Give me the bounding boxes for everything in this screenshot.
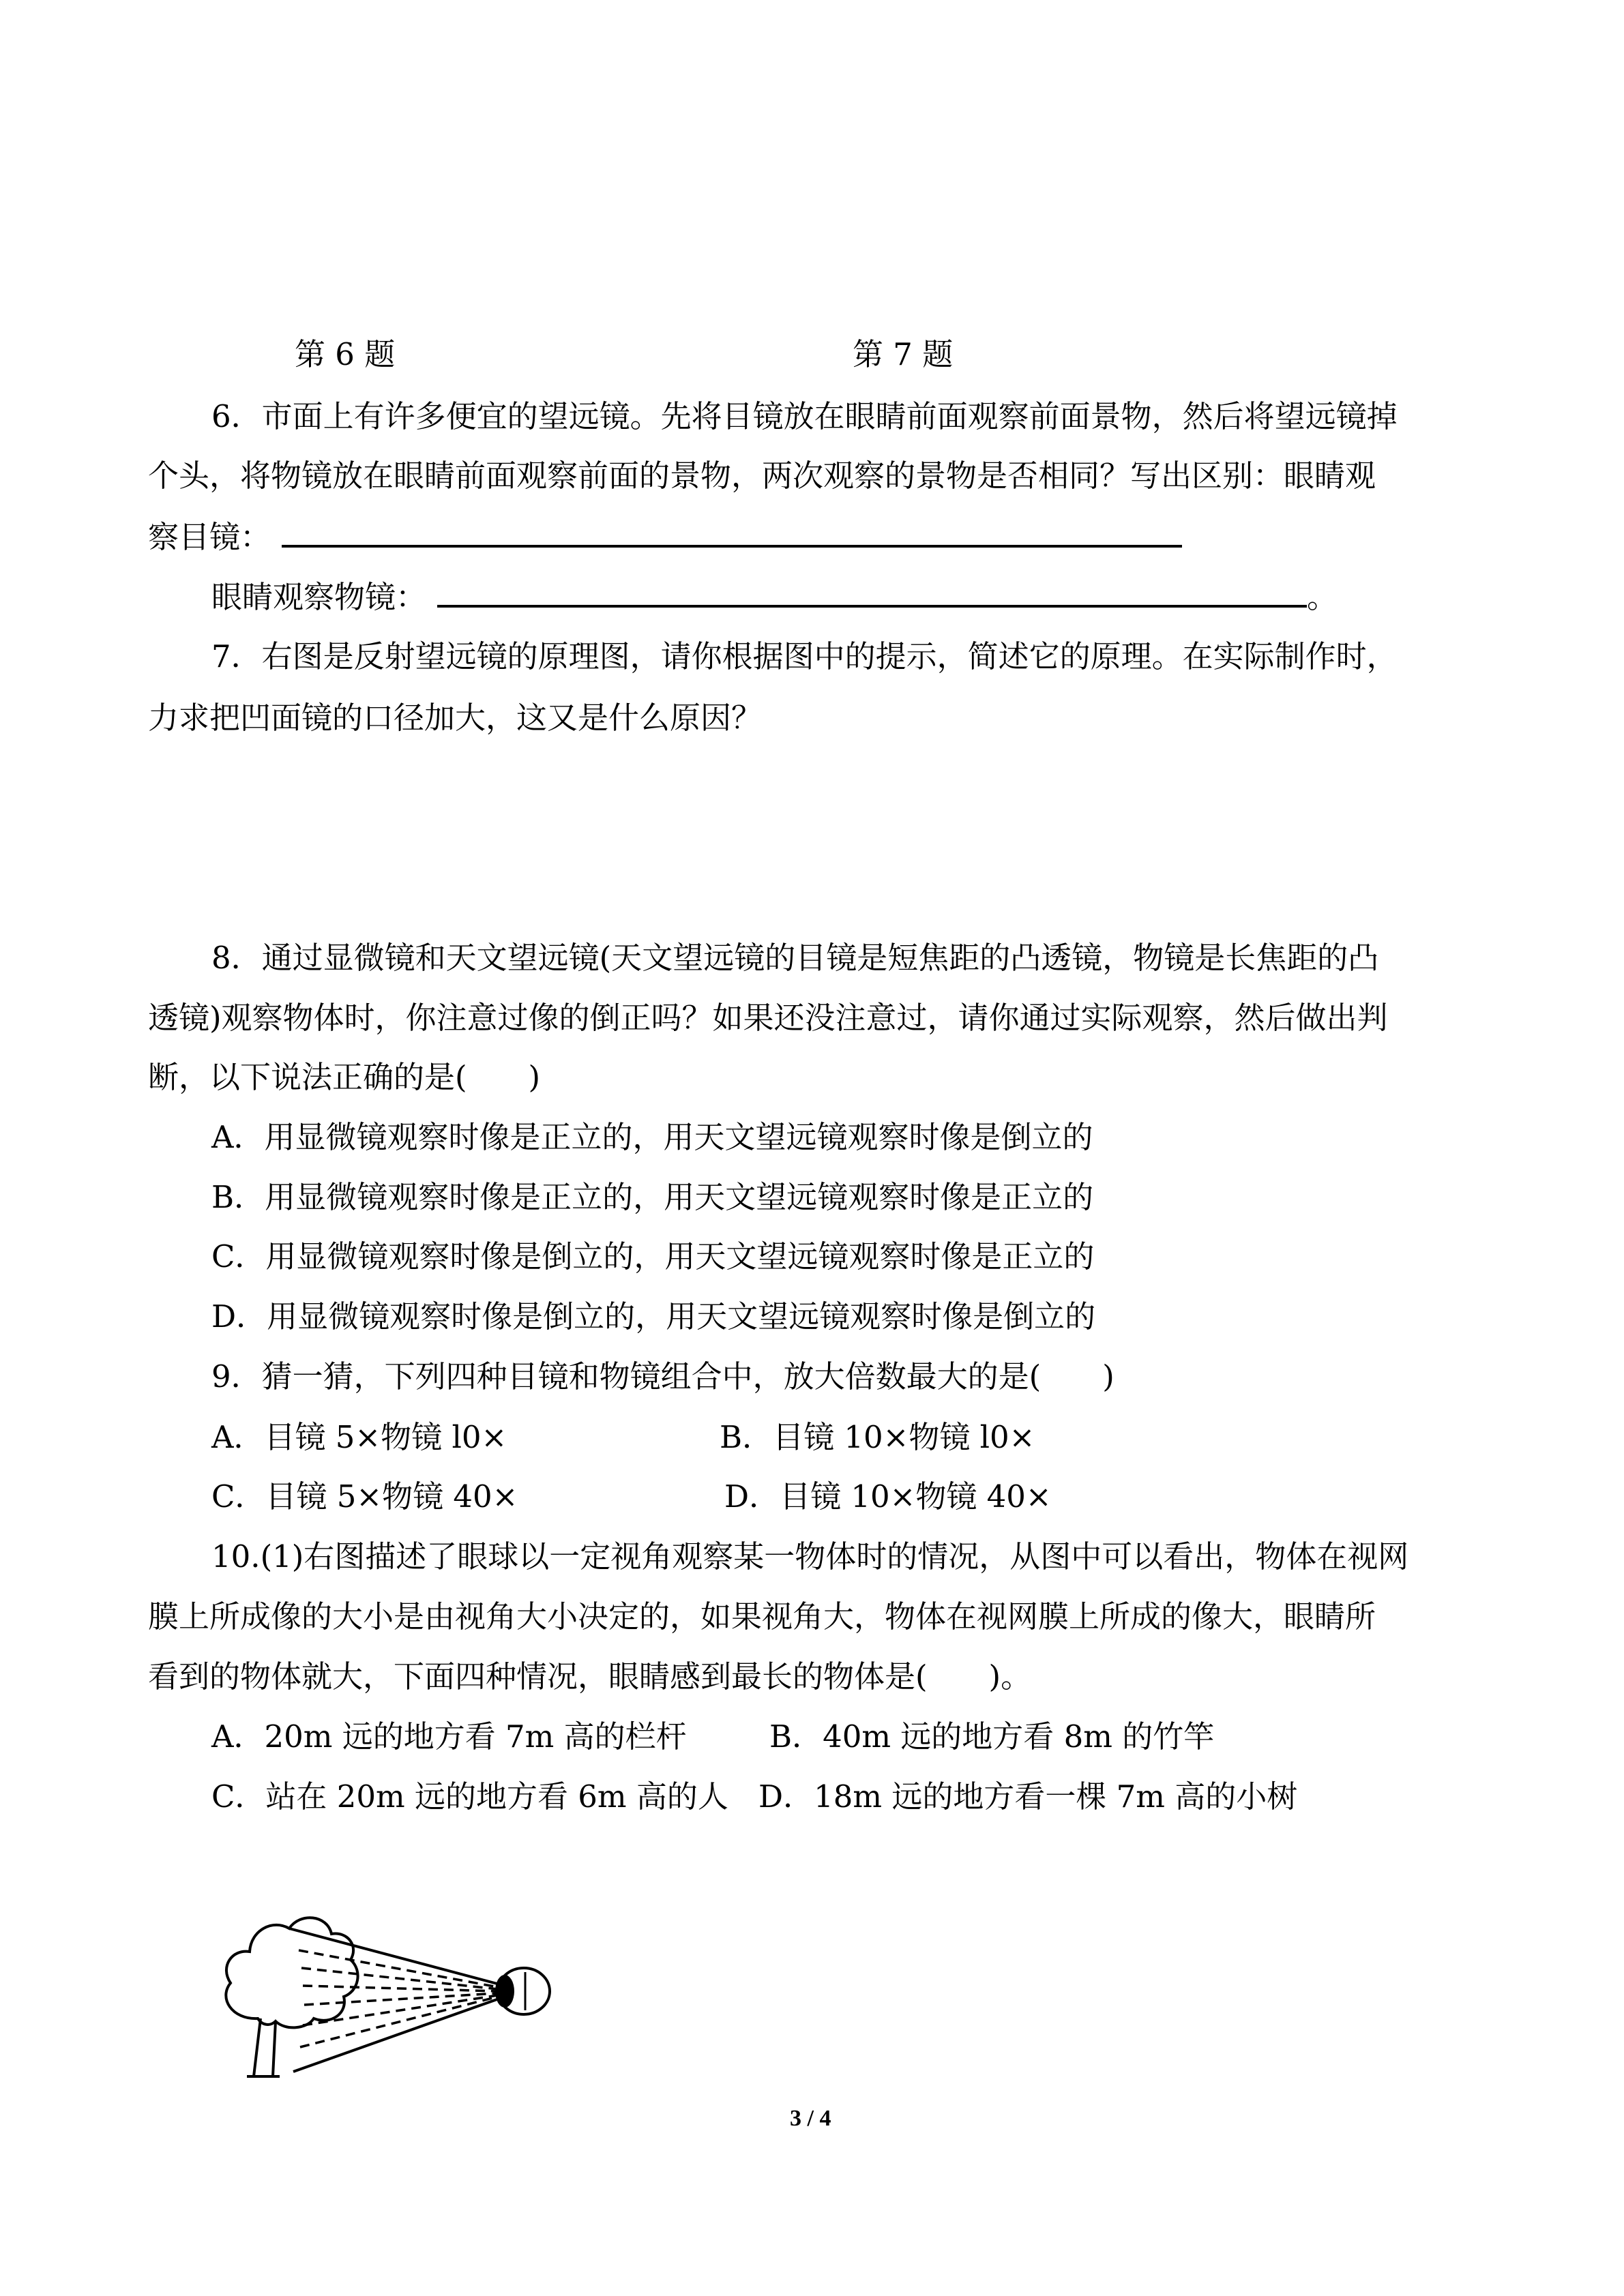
question-8-line-2: 透镜)观察物体时，你注意过像的倒正吗？如果还没注意过，请你通过实际观察，然后做出判 [148,1000,1388,1036]
question-9-option-b[interactable]: B．目镜 10×物镜 l0× [720,1419,1035,1455]
question-8-option-b[interactable]: B．用显微镜观察时像是正立的，用天文望远镜观察时像是正立的 [211,1179,1094,1215]
question-6-line-1: 6．市面上有许多便宜的望远镜。先将目镜放在眼睛前面观察前面景物，然后将望远镜掉 [211,398,1398,434]
question-10-line-3: 看到的物体就大，下面四种情况，眼睛感到最长的物体是( )。 [148,1658,1032,1695]
question-9-line-1: 9．猜一猜，下列四种目镜和物镜组合中，放大倍数最大的是( ) [211,1358,1114,1395]
visual-angle-figure [205,1896,559,2087]
question-6-line-3 [148,519,1182,555]
question-6-period: 。 [1307,579,1338,615]
dashed-light-rays [299,1950,498,2047]
question-10-line-1: 10.(1)右图描述了眼球以一定视角观察某一物体时的情况，从图中可以看出，物体在视网 [211,1538,1409,1575]
question-8-line-1: 8．通过显微镜和天文望远镜(天文望远镜的目镜是短焦距的凸透镜，物镜是长焦距的凸 [211,940,1379,976]
question-9-option-c[interactable]: C．目镜 5×物镜 40× [211,1478,518,1515]
question-6-label-objective: 眼睛观察物镜： [211,579,427,615]
question-10-line-2: 膜上所成像的大小是由视角大小决定的，如果视角大，物体在视网膜上所成的像大，眼睛所 [148,1598,1376,1635]
answer-blank-eyepiece[interactable] [282,542,1182,548]
question-8-option-a[interactable]: A．用显微镜观察时像是正立的，用天文望远镜观察时像是倒立的 [211,1119,1093,1155]
question-8-option-d[interactable]: D．用显微镜观察时像是倒立的，用天文望远镜观察时像是倒立的 [211,1298,1096,1335]
question-10-option-c[interactable]: C．站在 20m 远的地方看 6m 高的人 [211,1778,728,1815]
question-7-line-1: 7．右图是反射望远镜的原理图，请你根据图中的提示，简述它的原理。在实际制作时， [211,638,1398,674]
question-10-option-b[interactable]: B．40m 远的地方看 8m 的竹竿 [769,1718,1215,1755]
question-8-line-3: 断，以下说法正确的是( ) [148,1059,541,1095]
question-6-line-2: 个头，将物镜放在眼睛前面观察前面的景物，两次观察的景物是否相同？写出区别：眼睛观 [148,458,1376,494]
page-number: 3 / 4 [790,2106,831,2131]
question-6-label-eyepiece: 察目镜： [148,519,271,555]
question-7-line-2: 力求把凹面镜的口径加大，这又是什么原因？ [148,700,763,736]
question-8-option-c[interactable]: C．用显微镜观察时像是倒立的，用天文望远镜观察时像是正立的 [211,1238,1095,1274]
question-10-option-a[interactable]: A．20m 远的地方看 7m 高的栏杆 [211,1718,687,1755]
answer-blank-objective[interactable] [437,602,1307,608]
question-9-option-d[interactable]: D．目镜 10×物镜 40× [724,1478,1052,1515]
tree-trunk-shape [247,2018,280,2076]
figure-caption-7: 第 7 题 [853,336,954,372]
question-10-option-d[interactable]: D．18m 远的地方看一棵 7m 高的小树 [758,1778,1298,1815]
eye-lens-shape [495,1975,514,2008]
question-9-option-a[interactable]: A．目镜 5×物镜 l0× [211,1419,507,1455]
figure-caption-6: 第 6 题 [295,336,396,372]
question-6-line-4 [211,579,1338,615]
